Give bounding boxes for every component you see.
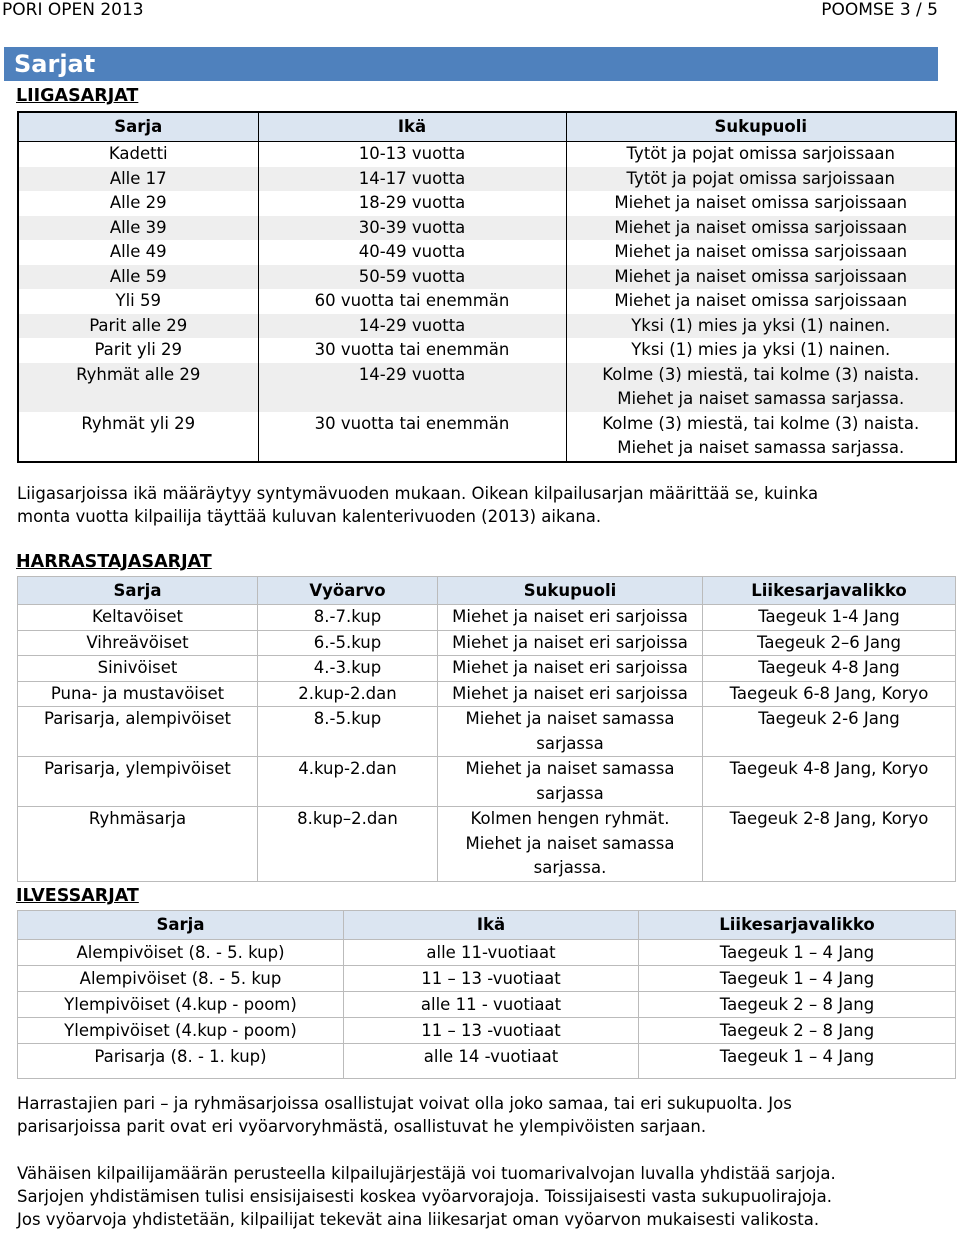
cell-line: Miehet ja naiset samassa sarjassa.	[617, 438, 905, 457]
cell: Miehet ja naiset eri sarjoissa	[438, 630, 703, 656]
cell: Taegeuk 2 – 8 Jang	[639, 992, 956, 1018]
cell	[566, 363, 956, 412]
ilves-table	[17, 910, 956, 1079]
table-row	[18, 630, 956, 656]
cell: Yksi (1) mies ja yksi (1) nainen.	[566, 314, 956, 339]
liiga-title: LIIGASARJAT	[16, 86, 139, 106]
cell: Kolmen hengen ryhmät. Miehet ja naiset samassa sarjassa.	[438, 807, 703, 882]
cell: 30 vuotta tai enemmän	[258, 338, 566, 363]
harrastaja-col-liikesarja: Liikesarjavalikko	[703, 577, 956, 605]
cell: Miehet ja naiset omissa sarjoissaan	[566, 240, 956, 265]
cell	[566, 412, 956, 462]
cell: Taegeuk 6-8 Jang, Koryo	[703, 681, 956, 707]
harrastaja-col-sukupuoli: Sukupuoli	[438, 577, 703, 605]
cell: Parit yli 29	[18, 338, 258, 363]
cell: 40-49 vuotta	[258, 240, 566, 265]
liiga-table	[17, 111, 957, 463]
notes-paragraph-1	[17, 1092, 947, 1138]
cell: 14-29 vuotta	[258, 314, 566, 339]
cell: Sinivöiset	[18, 656, 258, 682]
cell: Alle 29	[18, 191, 258, 216]
cell: 11 – 13 -vuotiaat	[344, 1018, 639, 1044]
cell: Parisarja, alempivöiset	[18, 707, 258, 757]
harrastaja-table	[17, 576, 956, 882]
cell: 6.-5.kup	[258, 630, 438, 656]
table-row	[18, 757, 956, 807]
cell: 14-17 vuotta	[258, 167, 566, 192]
table-row	[18, 681, 956, 707]
harrastaja-col-vyoarvo: Vyöarvo	[258, 577, 438, 605]
cell: Puna- ja mustavöiset	[18, 681, 258, 707]
cell: Taegeuk 1 – 4 Jang	[639, 940, 956, 966]
table-row	[18, 1018, 956, 1044]
note-line: Sarjojen yhdistämisen tulisi ensisijaisesti koskea vyöarvorajoja. Toissijaisesti vasta sukupuolirajoja.	[17, 1187, 832, 1206]
note-line: parisarjoissa parit ovat eri vyöarvoryhmästä, osallistuvat he ylempivöisten sarjaan.	[17, 1117, 707, 1136]
table-row	[18, 314, 956, 339]
cell: Alle 17	[18, 167, 258, 192]
section-banner: Sarjat	[4, 47, 938, 81]
note-line: Liigasarjoissa ikä määräytyy syntymävuoden mukaan. Oikean kilpailusarjan määrittää se, kuinka	[17, 484, 819, 503]
cell: Yksi (1) mies ja yksi (1) nainen.	[566, 338, 956, 363]
cell: Miehet ja naiset eri sarjoissa	[438, 605, 703, 631]
cell-line: Kolme (3) miestä, tai kolme (3) naista.	[602, 364, 920, 384]
cell: 50-59 vuotta	[258, 265, 566, 290]
table-row	[18, 1044, 956, 1079]
cell: Ylempivöiset (4.kup - poom)	[18, 1018, 344, 1044]
cell: Miehet ja naiset omissa sarjoissaan	[566, 265, 956, 290]
cell: Vihreävöiset	[18, 630, 258, 656]
cell: 18-29 vuotta	[258, 191, 566, 216]
note-line: Jos vyöarvoja yhdistetään, kilpailijat tekevät aina liikesarjat oman vyöarvon mukaisesti valikosta.	[17, 1210, 820, 1229]
table-row	[18, 656, 956, 682]
cell: Taegeuk 4-8 Jang	[703, 656, 956, 682]
cell: Parisarja, ylempivöiset	[18, 757, 258, 807]
table-row	[18, 289, 956, 314]
cell: Taegeuk 2–6 Jang	[703, 630, 956, 656]
harrastaja-title: HARRASTAJASARJAT	[16, 552, 212, 572]
cell: Taegeuk 1 – 4 Jang	[639, 966, 956, 992]
cell: Alempivöiset (8. - 5. kup	[18, 966, 344, 992]
cell: Alle 39	[18, 216, 258, 241]
cell: Ryhmät yli 29	[18, 412, 258, 462]
cell: 4.kup-2.dan	[258, 757, 438, 807]
table-row	[18, 363, 956, 412]
header-page-info: POOMSE 3 / 5	[821, 0, 938, 20]
table-row	[18, 605, 956, 631]
cell: 10-13 vuotta	[258, 142, 566, 167]
table-row	[18, 167, 956, 192]
cell: Parisarja (8. - 1. kup)	[18, 1044, 344, 1079]
cell: alle 11-vuotiaat	[344, 940, 639, 966]
cell: Taegeuk 2-6 Jang	[703, 707, 956, 757]
table-row	[18, 240, 956, 265]
table-row	[18, 707, 956, 757]
cell: 8.kup–2.dan	[258, 807, 438, 882]
cell: Taegeuk 2 – 8 Jang	[639, 1018, 956, 1044]
table-row	[18, 338, 956, 363]
table-row	[18, 191, 956, 216]
liiga-col-sarja: Sarja	[18, 112, 258, 142]
cell: Parit alle 29	[18, 314, 258, 339]
table-row	[18, 940, 956, 966]
cell: 14-29 vuotta	[258, 363, 566, 412]
cell: Miehet ja naiset samassa sarjassa	[438, 757, 703, 807]
harrastaja-col-sarja: Sarja	[18, 577, 258, 605]
cell: 30-39 vuotta	[258, 216, 566, 241]
cell: Yli 59	[18, 289, 258, 314]
cell: Taegeuk 1-4 Jang	[703, 605, 956, 631]
cell: alle 11 - vuotiaat	[344, 992, 639, 1018]
cell: 2.kup-2.dan	[258, 681, 438, 707]
cell: 60 vuotta tai enemmän	[258, 289, 566, 314]
table-row	[18, 966, 956, 992]
cell: Alle 59	[18, 265, 258, 290]
table-row	[18, 216, 956, 241]
cell: Miehet ja naiset omissa sarjoissaan	[566, 191, 956, 216]
cell: Alle 49	[18, 240, 258, 265]
cell: Miehet ja naiset samassa sarjassa	[438, 707, 703, 757]
note-line: monta vuotta kilpailija täyttää kuluvan kalenterivuoden (2013) aikana.	[17, 507, 602, 526]
cell: Taegeuk 1 – 4 Jang	[639, 1044, 956, 1079]
ilves-col-ika: Ikä	[344, 911, 639, 940]
ilves-title: ILVESSARJAT	[16, 886, 139, 906]
table-row	[18, 412, 956, 462]
cell: Kadetti	[18, 142, 258, 167]
table-row	[18, 807, 956, 882]
cell: Miehet ja naiset omissa sarjoissaan	[566, 216, 956, 241]
header-event-title: PORI OPEN 2013	[2, 0, 144, 20]
cell: Taegeuk 4-8 Jang, Koryo	[703, 757, 956, 807]
cell: Tytöt ja pojat omissa sarjoissaan	[566, 142, 956, 167]
cell: Taegeuk 2-8 Jang, Koryo	[703, 807, 956, 882]
cell: 8.-7.kup	[258, 605, 438, 631]
ilves-col-sarja: Sarja	[18, 911, 344, 940]
table-row	[18, 992, 956, 1018]
cell: alle 14 -vuotiaat	[344, 1044, 639, 1079]
cell: Ryhmät alle 29	[18, 363, 258, 412]
table-row	[18, 265, 956, 290]
cell: Alempivöiset (8. - 5. kup)	[18, 940, 344, 966]
ilves-col-liikesarja: Liikesarjavalikko	[639, 911, 956, 940]
cell: 4.-3.kup	[258, 656, 438, 682]
liiga-note	[17, 482, 947, 528]
cell: Ylempivöiset (4.kup - poom)	[18, 992, 344, 1018]
cell: Keltavöiset	[18, 605, 258, 631]
cell: Miehet ja naiset omissa sarjoissaan	[566, 289, 956, 314]
cell: Tytöt ja pojat omissa sarjoissaan	[566, 167, 956, 192]
note-line: Vähäisen kilpailijamäärän perusteella kilpailujärjestäjä voi tuomarivalvojan luvalla yhdistää sarjoja.	[17, 1164, 836, 1183]
cell: 30 vuotta tai enemmän	[258, 412, 566, 462]
liiga-col-sukupuoli: Sukupuoli	[566, 112, 956, 142]
notes-paragraph-2	[17, 1162, 947, 1231]
cell: Miehet ja naiset eri sarjoissa	[438, 656, 703, 682]
cell-line: Kolme (3) miestä, tai kolme (3) naista.	[602, 413, 920, 433]
cell: 11 – 13 -vuotiaat	[344, 966, 639, 992]
cell-line: Miehet ja naiset samassa sarjassa.	[617, 389, 905, 408]
cell: Ryhmäsarja	[18, 807, 258, 882]
table-row	[18, 142, 956, 167]
cell: Miehet ja naiset eri sarjoissa	[438, 681, 703, 707]
cell: 8.-5.kup	[258, 707, 438, 757]
liiga-col-ika: Ikä	[258, 112, 566, 142]
note-line: Harrastajien pari – ja ryhmäsarjoissa osallistujat voivat olla joko samaa, tai eri sukupuolta. Jos	[17, 1094, 792, 1113]
